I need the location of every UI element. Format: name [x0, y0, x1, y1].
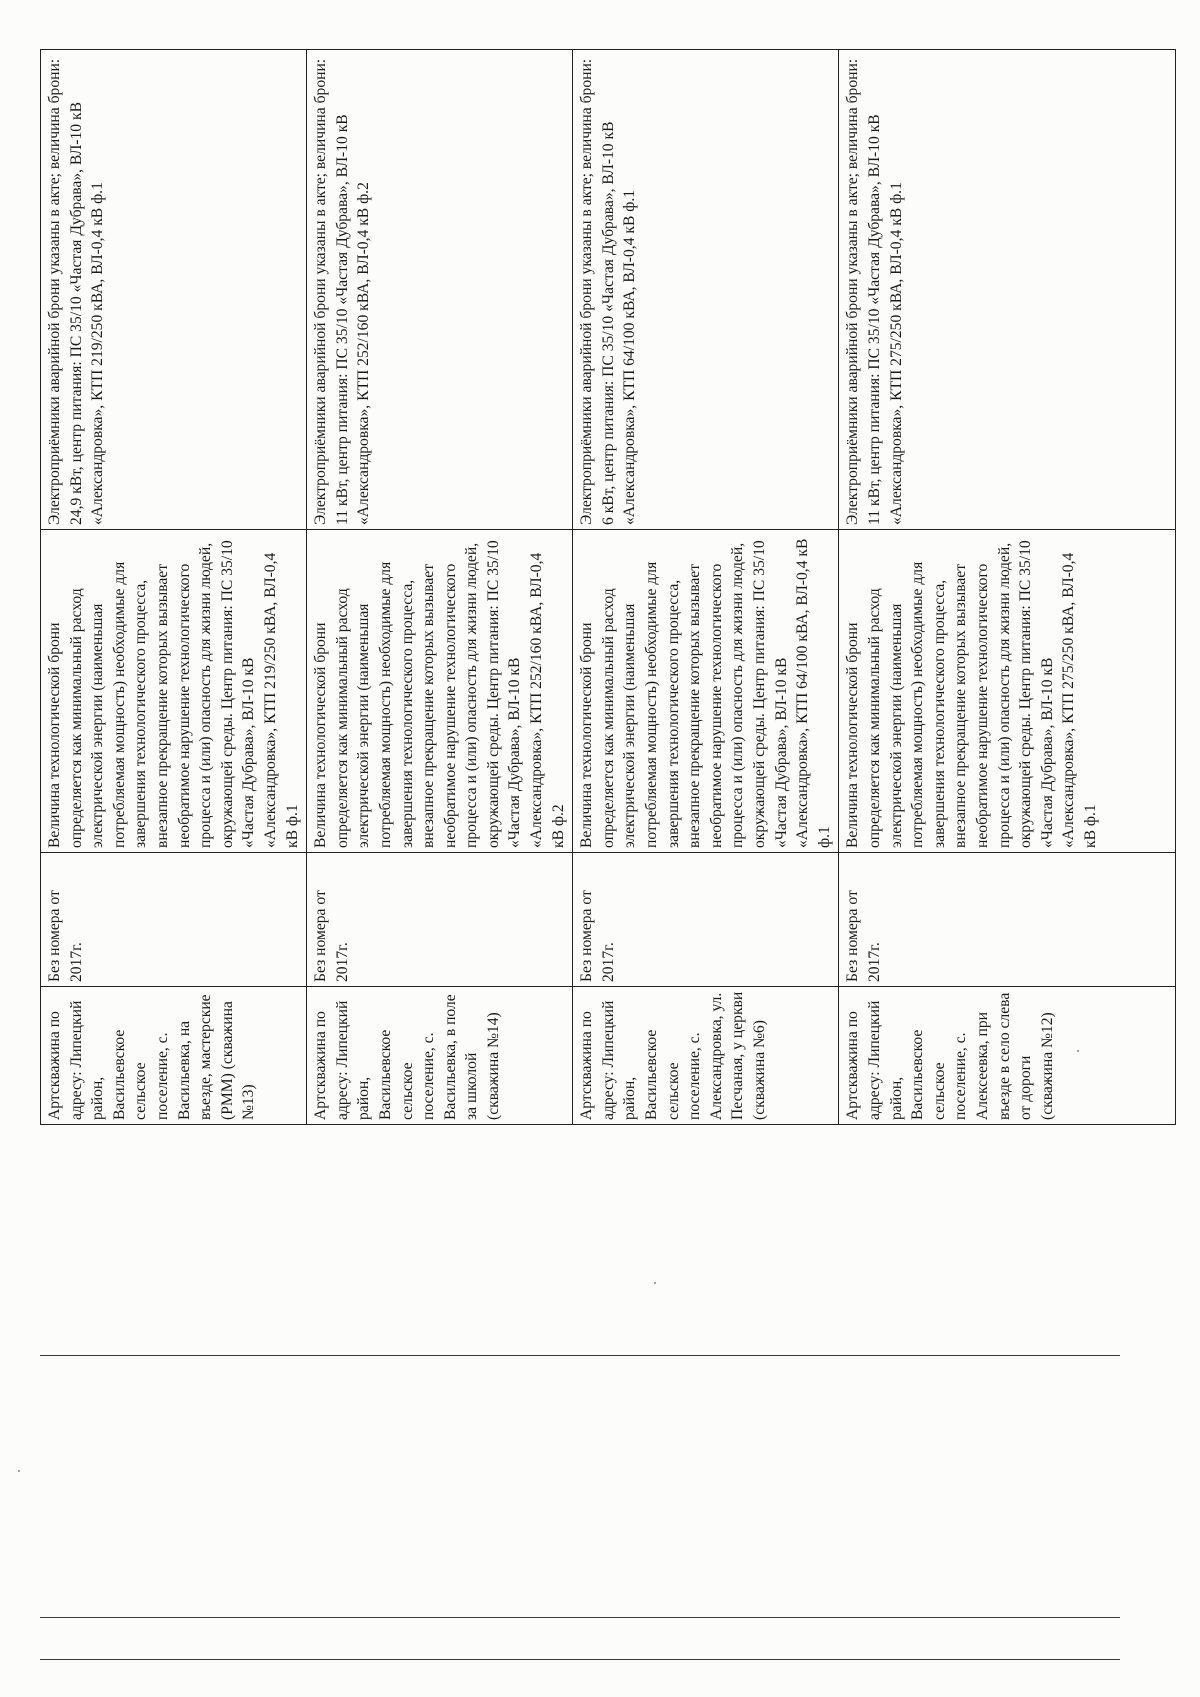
tech-reserve-cell: Величина технологической брони определяется как минимальный расход электрической энергии (наименьшая потребляемая мощность) необходимые для завершения технологического процесса, внезапное прекращение которых вызывает необратимое нарушение технологического процесса и (или) опасность для жизни людей, окружающей среды. Центр питания: ПС 35/10 «Частая Дубрава», ВЛ-10 кВ «Александровка», КТП 64/100 кВА, ВЛ-0,4 кВ ф.1 [573, 530, 839, 853]
scan-speck [1077, 1050, 1079, 1052]
table-row [307, 50, 573, 1125]
emergency-reserve-cell: Электроприёмники аварийной брони указаны в акте; величина брони: 6 кВт, центр питания: ПС 35/10 «Частая Дубрава», ВЛ-10 кВ «Александровка», КТП 64/100 кВА, ВЛ-0,4 кВ ф.1 [573, 50, 839, 530]
emergency-reserve-cell: Электроприёмники аварийной брони указаны в акте; величина брони: 11 кВт, центр питания: ПС 35/10 «Частая Дубрава», ВЛ-10 кВ «Александровка», КТП 275/250 кВА, ВЛ-0,4 кВ ф.1 [839, 50, 1176, 530]
address-cell: Артскважина по адресу: Липецкий район, Васильевское сельское поселение, с. Алексеевка, при въезде в село слева от дороги (скважина №12) [839, 987, 1176, 1125]
rotated-table-region [40, 50, 1120, 1125]
power-reserve-table [40, 49, 1176, 1125]
address-cell: Артскважина по адресу: Липецкий район, Васильевское сельское поселение, с. Александровка, ул. Песчаная, у церкви (скважина №6) [573, 987, 839, 1125]
rule-line-middle [40, 1617, 1120, 1618]
document-cell: Без номера от 2017г. [307, 853, 573, 987]
rule-line-top [40, 1355, 1120, 1356]
table-row [573, 50, 839, 1125]
address-cell: Артскважина по адресу: Липецкий район, Васильевское сельское поселение, с. Васильевка, на въезде, мастерские (РММ) (скважина №13) [41, 987, 307, 1125]
document-cell: Без номера от 2017г. [41, 853, 307, 987]
scan-speck [18, 1470, 20, 1472]
document-cell: Без номера от 2017г. [839, 853, 1176, 987]
rule-line-bottom [40, 1659, 1120, 1660]
table-row [41, 50, 307, 1125]
tech-reserve-cell: Величина технологической брони определяется как минимальный расход электрической энергии (наименьшая потребляемая мощность) необходимые для завершения технологического процесса, внезапное прекращение которых вызывает необратимое нарушение технологического процесса и (или) опасность для жизни людей, окружающей среды. Центр питания: ПС 35/10 «Частая Дубрава», ВЛ-10 кВ «Александровка», КТП 219/250 кВА, ВЛ-0,4 кВ ф.1 [41, 530, 307, 853]
emergency-reserve-cell: Электроприёмники аварийной брони указаны в акте; величина брони: 11 кВт, центр питания: ПС 35/10 «Частая Дубрава», ВЛ-10 кВ «Александровка», КТП 252/160 кВА, ВЛ-0,4 кВ ф.2 [307, 50, 573, 530]
tech-reserve-cell: Величина технологической брони определяется как минимальный расход электрической энергии (наименьшая потребляемая мощность) необходимые для завершения технологического процесса, внезапное прекращение которых вызывает необратимое нарушение технологического процесса и (или) опасность для жизни людей, окружающей среды. Центр питания: ПС 35/10 «Частая Дубрава», ВЛ-10 кВ «Александровка», КТП 275/250 кВА, ВЛ-0,4 кВ ф.1 [839, 530, 1176, 853]
emergency-reserve-cell: Электроприёмники аварийной брони указаны в акте; величина брони: 24,9 кВт, центр питания: ПС 35/10 «Частая Дубрава», ВЛ-10 кВ «Александровка», КТП 219/250 кВА, ВЛ-0,4 кВ ф.1 [41, 50, 307, 530]
table-row [839, 50, 1176, 1125]
tech-reserve-cell: Величина технологической брони определяется как минимальный расход электрической энергии (наименьшая потребляемая мощность) необходимые для завершения технологического процесса, внезапное прекращение которых вызывает необратимое нарушение технологического процесса и (или) опасность для жизни людей, окружающей среды. Центр питания: ПС 35/10 «Частая Дубрава», ВЛ-10 кВ «Александровка», КТП 252/160 кВА, ВЛ-0,4 кВ ф.2 [307, 530, 573, 853]
address-cell: Артскважина по адресу: Липецкий район, Васильевское сельское поселение, с. Васильевка, в поле за школой (скважина №14) [307, 987, 573, 1125]
scan-speck [654, 1282, 656, 1284]
document-cell: Без номера от 2017г. [573, 853, 839, 987]
